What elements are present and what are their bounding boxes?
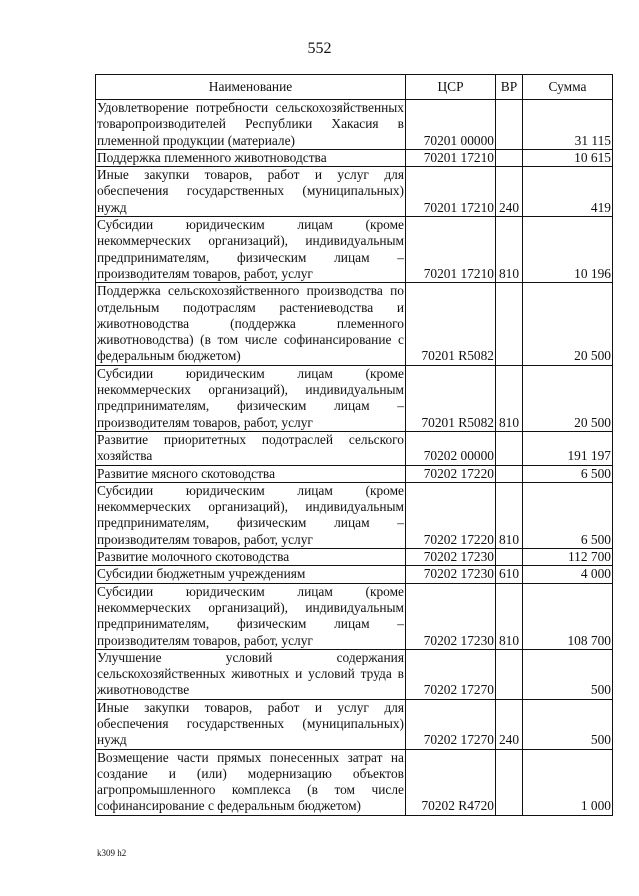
row-name-cell: Поддержка племенного животноводства bbox=[96, 149, 406, 166]
column-header-vr: ВР bbox=[496, 75, 523, 100]
column-header-sum: Сумма bbox=[523, 75, 613, 100]
row-name-cell: Развитие молочного скотоводства bbox=[96, 549, 406, 566]
row-sum-cell: 500 bbox=[523, 649, 613, 699]
row-sum-cell: 6 500 bbox=[523, 482, 613, 548]
row-name-cell: Субсидии бюджетным учреждениям bbox=[96, 566, 406, 583]
row-name-cell: Субсидии юридическим лицам (кроме некоммерческих организаций), индивидуальным предпринимателям, физическим лицам – производителям товаров, работ, услуг bbox=[97, 583, 404, 648]
row-vr-cell: 240 bbox=[496, 167, 523, 217]
table-row bbox=[96, 649, 613, 699]
row-name-cell: Субсидии юридическим лицам (кроме некоммерческих организаций), индивидуальным предпринимателям, физическим лицам – производителям товаров, работ, услуг bbox=[97, 365, 404, 430]
row-name-cell: Иные закупки товаров, работ и услуг для обеспечения государственных (муниципальных) нужд bbox=[97, 167, 404, 215]
row-sum-cell: 4 000 bbox=[523, 566, 613, 583]
row-sum-cell: 191 197 bbox=[523, 431, 613, 465]
row-name-cell: Развитие мясного скотоводства bbox=[96, 465, 406, 482]
row-vr-cell bbox=[496, 649, 523, 699]
row-sum-cell: 20 500 bbox=[523, 365, 613, 431]
row-name-cell: Удовлетворение потребности сельскохозяйственных товаропроизводителей Республики Хакасия в племенной продукции (материале) bbox=[97, 100, 404, 148]
row-name-cell: Поддержка сельскохозяйственного производства по отдельным подотраслям растениеводства и животноводства (поддержка племенного животноводства) (в том числе софинансирование с федеральным бюджетом) bbox=[97, 283, 404, 364]
budget-table bbox=[95, 74, 613, 816]
table-row bbox=[96, 549, 613, 566]
row-vr-cell bbox=[496, 549, 523, 566]
row-csr-cell: 70201 00000 bbox=[406, 100, 496, 150]
row-sum-cell: 10 196 bbox=[523, 217, 613, 283]
table-row bbox=[96, 749, 613, 815]
row-sum-cell: 108 700 bbox=[523, 583, 613, 649]
table-row bbox=[96, 283, 613, 365]
row-sum-cell: 10 615 bbox=[523, 149, 613, 166]
row-sum-cell: 112 700 bbox=[523, 549, 613, 566]
row-csr-cell: 70202 17230 bbox=[406, 583, 496, 649]
column-header-csr: ЦСР bbox=[406, 75, 496, 100]
row-vr-cell: 240 bbox=[496, 699, 523, 749]
table-row bbox=[96, 167, 613, 217]
table-row bbox=[96, 365, 613, 431]
row-csr-cell: 70201 17210 bbox=[406, 167, 496, 217]
row-sum-cell: 31 115 bbox=[523, 100, 613, 150]
row-sum-cell: 1 000 bbox=[523, 749, 613, 815]
footer-code: k309 h2 bbox=[97, 848, 127, 858]
row-vr-cell bbox=[496, 431, 523, 465]
row-csr-cell: 70202 17230 bbox=[406, 549, 496, 566]
column-header-name: Наименование bbox=[96, 75, 406, 100]
row-vr-cell: 810 bbox=[496, 217, 523, 283]
table-row bbox=[96, 566, 613, 583]
row-vr-cell bbox=[496, 749, 523, 815]
row-vr-cell bbox=[496, 283, 523, 365]
row-vr-cell: 810 bbox=[496, 583, 523, 649]
table-row bbox=[96, 482, 613, 548]
table-row bbox=[96, 149, 613, 166]
row-sum-cell: 6 500 bbox=[523, 465, 613, 482]
row-vr-cell bbox=[496, 465, 523, 482]
row-csr-cell: 70202 00000 bbox=[406, 431, 496, 465]
row-csr-cell: 70201 R5082 bbox=[406, 283, 496, 365]
row-name-cell: Улучшение условий содержания сельскохозяйственных животных и условий труда в животноводстве bbox=[97, 649, 404, 698]
row-name-cell: Субсидии юридическим лицам (кроме некоммерческих организаций), индивидуальным предпринимателям, физическим лицам – производителям товаров, работ, услуг bbox=[97, 482, 404, 547]
table-header-row bbox=[96, 75, 613, 100]
row-csr-cell: 70202 R4720 bbox=[406, 749, 496, 815]
row-sum-cell: 500 bbox=[523, 699, 613, 749]
table-row bbox=[96, 583, 613, 649]
row-csr-cell: 70202 17220 bbox=[406, 482, 496, 548]
row-name-cell: Возмещение части прямых понесенных затрат на создание и (или) модернизацию объектов агропромышленного комплекса (в том числе софинансирование с федеральным бюджетом) bbox=[97, 749, 404, 814]
row-csr-cell: 70202 17270 bbox=[406, 699, 496, 749]
row-vr-cell: 810 bbox=[496, 482, 523, 548]
page-number: 552 bbox=[307, 40, 332, 57]
table-row bbox=[96, 100, 613, 150]
row-vr-cell bbox=[496, 149, 523, 166]
row-name-cell: Развитие приоритетных подотраслей сельского хозяйства bbox=[97, 431, 404, 464]
row-csr-cell: 70202 17270 bbox=[406, 649, 496, 699]
table-row bbox=[96, 217, 613, 283]
table-row bbox=[96, 699, 613, 749]
row-name-cell: Субсидии юридическим лицам (кроме некоммерческих организаций), индивидуальным предпринимателям, физическим лицам – производителям товаров, работ, услуг bbox=[97, 217, 404, 281]
table-row bbox=[96, 431, 613, 465]
row-vr-cell: 810 bbox=[496, 365, 523, 431]
row-csr-cell: 70201 R5082 bbox=[406, 365, 496, 431]
row-csr-cell: 70202 17220 bbox=[406, 465, 496, 482]
row-csr-cell: 70201 17210 bbox=[406, 217, 496, 283]
row-csr-cell: 70201 17210 bbox=[406, 149, 496, 166]
row-vr-cell: 610 bbox=[496, 566, 523, 583]
row-name-cell: Иные закупки товаров, работ и услуг для обеспечения государственных (муниципальных) нужд bbox=[97, 699, 404, 748]
row-vr-cell bbox=[496, 100, 523, 150]
row-sum-cell: 419 bbox=[523, 167, 613, 217]
row-sum-cell: 20 500 bbox=[523, 283, 613, 365]
table-row bbox=[96, 465, 613, 482]
table-body bbox=[96, 100, 613, 816]
row-csr-cell: 70202 17230 bbox=[406, 566, 496, 583]
